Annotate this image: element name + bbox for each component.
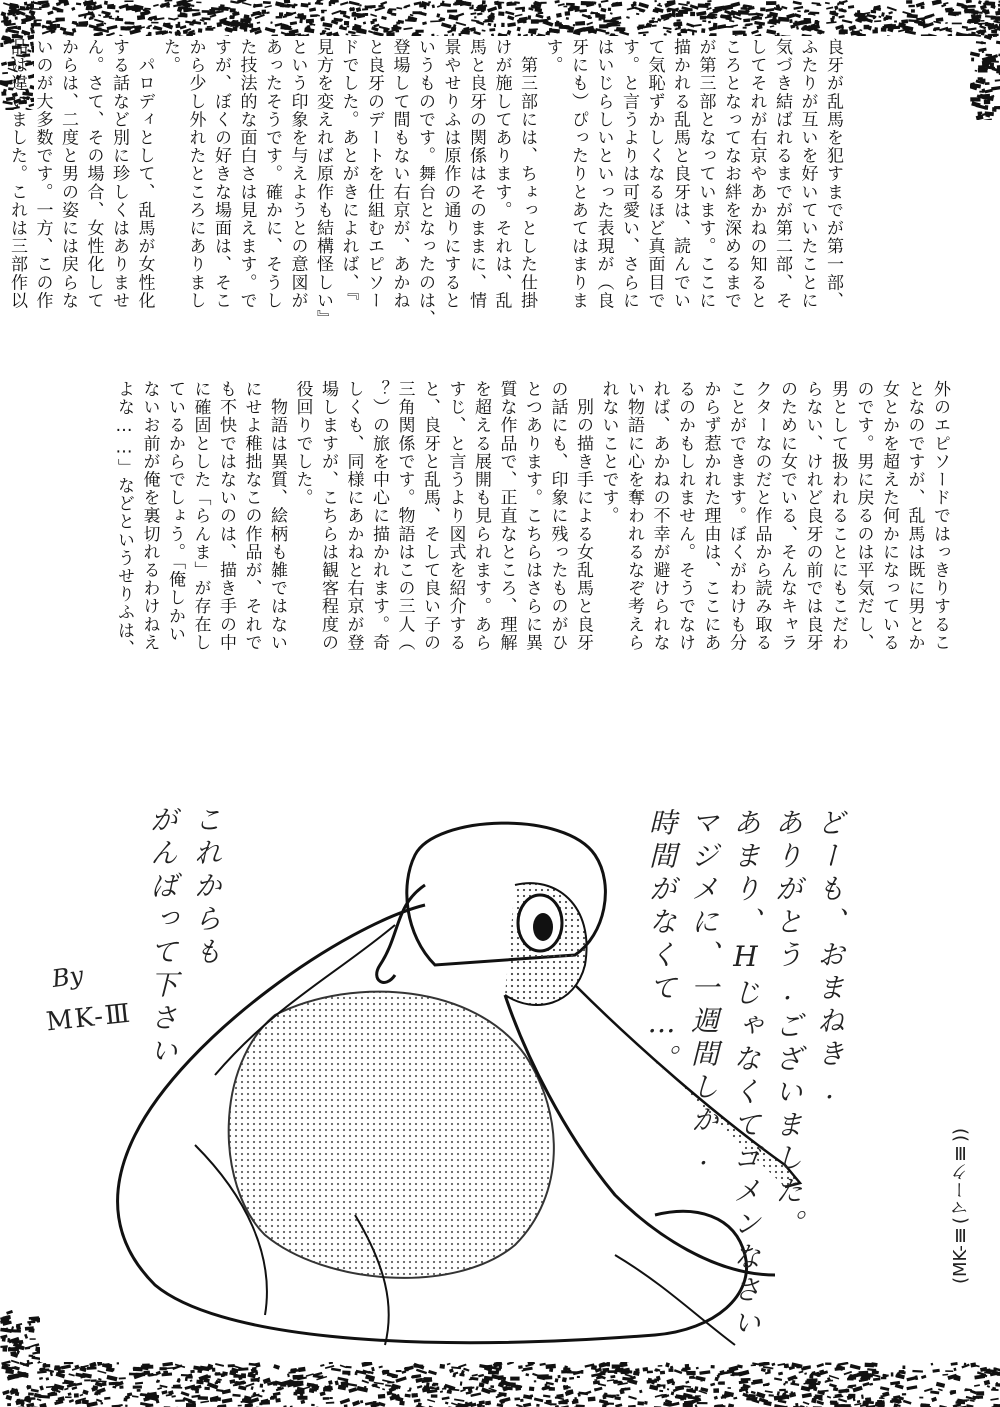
- article-line: ことができます。ぼくがわけも分: [726, 380, 746, 652]
- article-line: クターなのだと作品から読み取る: [751, 380, 772, 652]
- decorative-border-bottom-left: [0, 1310, 40, 1370]
- article-line: と良牙のデートを仕組むエピソー: [364, 38, 384, 310]
- article-line: いうものです。舞台となったのは、: [415, 38, 435, 328]
- article-line: パロディとして、乱馬が女性化: [134, 38, 155, 310]
- article-line: 男として扱われることにもこだわ: [828, 380, 848, 652]
- article-line: が第三部となっています。ここに: [695, 38, 716, 310]
- handwritten-line: がんばって下さい: [146, 805, 179, 1069]
- article-line: に確固とした「らんま」が存在し: [190, 380, 211, 652]
- article-line: す。: [542, 38, 563, 75]
- article-line: よな……」などというせりふは、: [114, 380, 134, 658]
- handwritten-message: [640, 808, 850, 1341]
- article-line: ？）の旅を中心に描かれます。奇: [369, 380, 389, 652]
- article-line: ドでした。あとがきによれば、『: [338, 38, 359, 301]
- article-text-upper: [7, 38, 845, 348]
- article-line: ているからでしょう。「俺しかい: [165, 380, 185, 643]
- article-line: を超える展開も見られます。あら: [471, 380, 491, 652]
- article-line: 景やせりふは原作の通りにすると: [440, 38, 461, 310]
- article-line: にせよ稚拙なこの作品が、それで: [241, 380, 262, 652]
- article-line: 物語は異質、絵柄も雑ではない: [267, 380, 287, 652]
- article-line: という印象を与えようとの意図が: [287, 38, 308, 310]
- article-line: 描かれる乱馬と良牙は、読んでい: [670, 38, 690, 310]
- article-line: 役回りでした。: [292, 380, 313, 507]
- article-line: ん。さて、その場合、女性化して: [83, 38, 104, 310]
- article-line: からは、二度と男の姿には戻らな: [58, 38, 78, 310]
- article-line: からず惹かれた理由は、ここにあ: [700, 380, 721, 652]
- article-line: のです。男に戻るのは平気だし、: [853, 380, 874, 652]
- article-line: 登場して間もない右京が、あかね: [389, 38, 410, 310]
- decorative-border-right: [970, 0, 1000, 120]
- article-line: るのかもしれません。そうでなけ: [675, 380, 695, 652]
- article-line: 気づき結ばれるまでが第二部、そ: [772, 38, 792, 310]
- handwritten-line: 時間がなくて…。: [645, 808, 678, 1077]
- article-line: 外のエピソードではっきりするこ: [930, 380, 950, 652]
- article-line: のために女でいる、そんなキャラ: [777, 380, 797, 652]
- signature-name: MK-Ⅲ: [44, 998, 134, 1038]
- article-line: 牙にも）ぴったりとあてはまりま: [568, 38, 588, 310]
- article-line: 場しますが、こちらは観客程度の: [318, 380, 338, 652]
- decorative-border-top: [0, 0, 1000, 36]
- article-line: から少し外れたところにありまし: [185, 38, 206, 310]
- article-line: た。: [160, 38, 180, 75]
- article-line: すが、ぼくの好きな場面は、そこ: [211, 38, 231, 310]
- article-line: となのですが、乱馬は既に男とか: [904, 380, 925, 652]
- article-line: 質な作品で、正直なところ、理解: [496, 380, 517, 652]
- article-line: 見方を変えれば原作も結構怪しい』: [313, 38, 333, 328]
- article-text-lower: [114, 380, 952, 690]
- article-line: ころとなってなお絆を深めるまで: [721, 38, 741, 310]
- article-line: 女とかを超えた何かになっている: [879, 380, 899, 652]
- signature: [40, 955, 150, 1065]
- article-line: 第三部には、ちょっとした仕掛: [517, 38, 537, 310]
- article-line: はいじらしいといった表現が（良: [593, 38, 614, 310]
- article-line: 三角関係です。物語はこの三人（: [394, 380, 415, 652]
- article-line: する話など別に珍しくはありませ: [109, 38, 129, 310]
- article-line: て気恥ずかしくなるほど真面目で: [644, 38, 665, 310]
- article-line: も不快ではないのは、描き手の中: [216, 380, 236, 652]
- article-line: いのが大多数です。一方、この作: [32, 38, 53, 310]
- article-line: とつあります。こちらはさらに異: [522, 380, 542, 652]
- signature-by: By: [50, 960, 85, 994]
- article-line: してそれが右京やあかねの知ると: [746, 38, 767, 310]
- article-line: 品は違いました。これは三部作以: [7, 38, 27, 310]
- article-line: ふたりが互いを好いていたことに: [797, 38, 818, 310]
- article-line: れないことです。: [598, 380, 619, 525]
- article-line: けが施してあります。それは、乱: [491, 38, 512, 310]
- article-line: の話にも、印象に残ったものがひ: [547, 380, 568, 652]
- article-line: た技法的な面白さは見えます。で: [236, 38, 257, 310]
- article-line: 馬と良牙の関係はそのままに、情: [466, 38, 486, 310]
- article-line: 別の描き手による女乱馬と良牙: [573, 380, 593, 652]
- article-line: らない、けれど良牙の前では良牙: [802, 380, 823, 652]
- article-line: あったそうです。確かに、そうし: [262, 38, 282, 310]
- article-line: と、良牙と乱馬、そして良い子の: [420, 380, 440, 652]
- article-line: しくも、同様にあかねと右京が登: [343, 380, 364, 652]
- artist-credit: (MK-Ⅲ(マークⅢ)): [950, 1128, 971, 1285]
- article-line: い物語に心を奪われるなぞ考えら: [624, 380, 644, 652]
- article-line: す。と言うよりは可愛い、さらに: [619, 38, 639, 310]
- article-line: れば、あかねの不幸が避けられな: [649, 380, 670, 652]
- handwritten-line: どーも、おまねき.: [813, 808, 846, 1110]
- handwritten-line: これからも: [190, 805, 223, 970]
- decorative-border-bottom: [0, 1362, 1000, 1407]
- article-line: 良牙が乱馬を犯すまでが第一部、: [823, 38, 843, 310]
- handwritten-encouragement: [140, 805, 228, 1069]
- handwritten-line: ありがとう.ございました。: [771, 808, 804, 1242]
- article-line: すじ、と言うより図式を紹介する: [445, 380, 466, 652]
- handwritten-line: マジメに、一週間しか.: [687, 808, 720, 1176]
- article-line: ないお前が俺を裏切れるわけねえ: [139, 380, 160, 652]
- handwritten-line: あまり、Hじゃなくてゴメンなさい: [729, 808, 762, 1341]
